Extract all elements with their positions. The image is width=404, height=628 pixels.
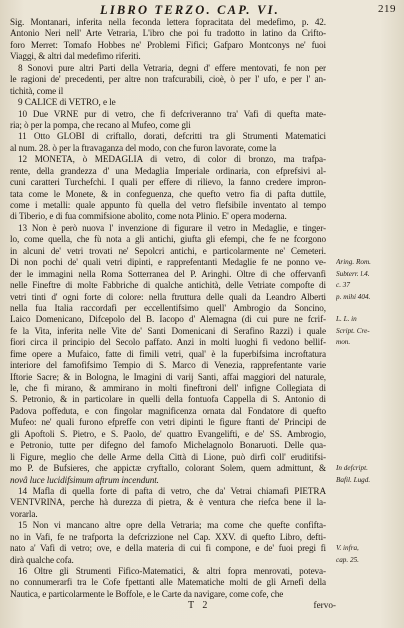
text-line (10, 189, 396, 200)
marginal-note: p. mihi 404. (336, 292, 371, 301)
text-line (10, 520, 396, 531)
line-text: Viaggi, & altri dal medefimo riferiti. (10, 51, 141, 62)
text-line (10, 177, 396, 188)
text-line (10, 97, 396, 108)
text-line (10, 63, 396, 74)
line-text: 16 Oltre gli Strumenti Fifico-Matematici, & altri fopra menrovati, poteva- (18, 566, 326, 576)
text-line (10, 326, 396, 337)
line-text: Iftorie Sacre; & in Bologna, le Imagini di varij Santi, affai maggiori del naturale, (10, 371, 326, 382)
line-text: 8 Sonovi pure altri Parti della Vetraria, degni d' effere mentovati, fe non per (18, 62, 326, 73)
marginal-note: Script. Cre- (336, 326, 370, 335)
body-text (10, 17, 396, 600)
line-text: 9 CALICE di VETRO, e le (18, 97, 116, 108)
line-text: Padova poffeduta, e con fingolar magnificenza ornata dal Fondatore di quefto (10, 405, 326, 416)
text-line (10, 566, 396, 577)
text-line (10, 257, 396, 268)
line-text: der le immagini nella Roma Sotterranea del P. Aringhi. Oltre di che offervanfi (10, 268, 326, 279)
line-text: le ragioni de' precedenti, per altre non trafcurabili, cioè, ò per l' ufo, e per l' an- (10, 74, 326, 85)
text-line (10, 51, 396, 62)
text-line (10, 154, 396, 165)
text-line (10, 223, 396, 234)
line-text: 11 Otto GLOBI di criftallo, dorati, defcritti tra gli Strumenti Matematici (18, 131, 326, 142)
line-text: come i metalli: quale appunto fù quella del vetro flefsibile inventato al tempo (10, 200, 326, 210)
text-line (10, 40, 396, 51)
line-text: Laico Domenicano, Difcepolo del B. Iacopo d' Alemagna (di cui pure ne fcrif- (10, 314, 326, 325)
line-text: Di non pochi de' quali vetri dipinti, e rapprefentanti Medaglie fe ne ponno ve- (10, 257, 326, 268)
line-text: fiori circa il principio del Secolo paffato. Anzi in molti luoghi fi vedono bellif- (10, 337, 326, 348)
line-text: 13 Non è però nuova l' invenzione di figurare il vetro in Medaglie, e tinger- (18, 222, 326, 233)
text-line (10, 486, 396, 497)
page-number: 219 (378, 3, 396, 15)
text-line (10, 86, 396, 97)
text-line (10, 429, 396, 440)
line-text: fime opere a Mufaico, fatte di fimili vetri, qual' è la fuperbifsima incroftatura (10, 348, 326, 359)
line-text: VENTVRINA, perche hà durezza di pietra, & è ventura che riefca bene il la- (10, 497, 326, 508)
line-text: tichità, come il (10, 85, 64, 96)
line-text: vorarla. (10, 508, 38, 519)
line-text: tata come le Monete, & in confeguenza, che quefto vetro fia di pafta duttile, (10, 188, 326, 199)
text-line (10, 28, 396, 39)
line-text: di Tiberio, e di fua commifsione abolito, come nota Plinio. E' opera moderna. (10, 211, 287, 222)
line-text: nella fua Italia raccordafi per eccellentifsimo quell' Ambrogio da Soncino, (10, 302, 326, 313)
text-line (10, 475, 396, 486)
text-line (10, 349, 396, 360)
text-line (10, 440, 396, 451)
line-text: rente, della grandezza d' una Medaglia Imperiale ordinaria, con efprefsivi al- (10, 165, 326, 176)
text-line (10, 452, 396, 463)
running-title: LIBRO TERZO. CAP. VI. (99, 3, 281, 17)
text-line (10, 280, 396, 291)
text-line (10, 166, 396, 177)
text-line (10, 497, 396, 508)
page-footer (10, 600, 396, 612)
text-line (10, 532, 396, 543)
text-line (10, 406, 396, 417)
line-text: interiore del famofifsimo Tempio di S. Marco di Venezia, rapprefentante varie (10, 360, 326, 371)
line-text: e Petronio, tutte per difegno del famofo Michelagnolo Bonaruoti. Delle qua- (10, 440, 326, 451)
line-text: nato a' Vafi di vetro; ove, e della materia di cui fi compone, e de' fuoi pregi fi (10, 543, 326, 554)
line-text: ria; ò per la pompa, che recano al Mufeo, come gli (10, 119, 191, 130)
running-header (10, 3, 396, 17)
text-line (10, 383, 396, 394)
text-line (10, 269, 396, 280)
text-line (10, 211, 396, 222)
line-text: Sig. Montanari, inferita nella feconda lettera fopracitata del medefimo, p. 42. (10, 17, 326, 27)
text-line (10, 303, 396, 314)
line-text: li Figure, meglio che delle Arme della Città di Lione, può dirfi coll' eruditifsi- (10, 451, 326, 462)
marginal-note: V. infra, (336, 544, 359, 553)
text-line (10, 577, 396, 588)
text-line (10, 246, 396, 257)
text-line (10, 120, 396, 131)
line-text: cuni caratteri Turchefchi. I quali per effere di rilievo, la fanno credere impron- (10, 177, 326, 188)
marginal-note: Bafil. Lugd. (336, 475, 371, 484)
text-line (10, 337, 396, 348)
line-text: dirà qualche cofa. (10, 554, 74, 565)
text-line (10, 543, 396, 554)
text-line (10, 314, 396, 325)
line-text: lo, come quella, che fù nota a gli antichi, giufta gli efempi, che fe ne fcorgono (10, 234, 326, 245)
marginal-note: L. L. in (336, 315, 357, 324)
text-line (10, 394, 396, 405)
line-text: vetri tinti d' ogni forte di colore: nella ftruttura delle quali da Leandro Alberti (10, 291, 326, 302)
text-line (10, 509, 396, 520)
line-text: Mufeo: ne' quali furono efpreffe con vetri dipinti le figure ftanti de' Principi de (10, 417, 326, 428)
line-text: gli Apoftoli S. Pietro, e S. Paolo, de' quattro Evangelifti, e de' SS. Ambrogio, (10, 428, 326, 439)
line-text: al num. 28. ò per la ftravaganza del modo, con che furon lavorate, come la (10, 142, 277, 153)
text-line (10, 143, 396, 154)
text-line (10, 372, 396, 383)
text-line (10, 292, 396, 303)
line-text: nelle Fineftre di molte Fabbriche di qualche antichità, delle Vetriate compofte di (10, 280, 326, 291)
marginal-note: In defcript. (336, 464, 368, 473)
text-line (10, 109, 396, 120)
line-text: le, che fi mirano, & ammirano in molti fineftroni dell' infigne Collegiata di (10, 383, 326, 393)
line-text: 14 Mafla di quella forte di pafta di vetro, che da' Vetrai chiamafi PIETRA (18, 485, 326, 496)
text-line (10, 200, 396, 211)
line-text: foro Merret: Tomafo Hobbes ne' Problemi Fifici; Gafparo Montconys ne' fuoi (10, 39, 326, 50)
line-text: fe la Vita, inferita nelle Vite de' Santi Domenicani di Serafino Razzi) i quale (10, 325, 326, 336)
text-line (10, 417, 396, 428)
line-text: S. Petronio, & in particolare in quelli della fontuofa Cappella di S. Antonio di (10, 394, 326, 405)
marginal-note: Subterr. l.4. (336, 269, 370, 278)
line-text: 15 Non vi mancano altre opre della Vetraria; ma come che quefte confifta- (18, 520, 326, 531)
text-line (10, 17, 396, 28)
marginal-note: cap. 25. (336, 555, 359, 564)
text-line (10, 234, 396, 245)
marginal-note: c. 37 (336, 281, 350, 290)
marginal-note: mon. (336, 338, 351, 347)
text-line (10, 74, 396, 85)
text-line (10, 555, 396, 566)
line-text: novâ luce lucidifsimum aftrum incendunt. (10, 474, 159, 485)
line-text: in alcuni de' vetri trovati ne' Sepolcri antichi, e particolarmente ne' Cemeteri. (10, 245, 326, 256)
signature-mark: T 2 (188, 600, 211, 612)
line-text: 12 MONETA, ò MEDAGLIA di vetro, di color di bronzo, ma trafpa- (18, 154, 326, 165)
text-line (10, 589, 396, 600)
marginal-note: Aring. Rom. (336, 258, 371, 267)
catchword: fervo- (313, 600, 336, 611)
line-text: no in Vafi, fe ne trafporta la defcrizzione nel Cap. XXV. di quefto Libro, defti- (10, 531, 326, 542)
text-line (10, 360, 396, 371)
line-text: mo P. de Bufsieres, che appictæ cryftallo, colorant Solem, quem admittunt, & (10, 463, 326, 474)
line-text: 10 Due VRNE pur di vetro, che fi defcriveranno tra' Vafi di quefta mate- (18, 108, 326, 119)
text-line (10, 131, 396, 142)
line-text: Antonio Neri nell' Arte Vetraria, L'ibro che poi fu tradotto in latino da Crifto- (10, 28, 326, 39)
text-line (10, 463, 396, 474)
line-text: no connumerarfi tra le Cofe fpettanti alle Matematiche molti de gli Arnefi della (10, 577, 326, 588)
line-text: Nautica, e particolarmente le Boffole, e le Carte da navigare, come cofe, che (10, 588, 284, 599)
